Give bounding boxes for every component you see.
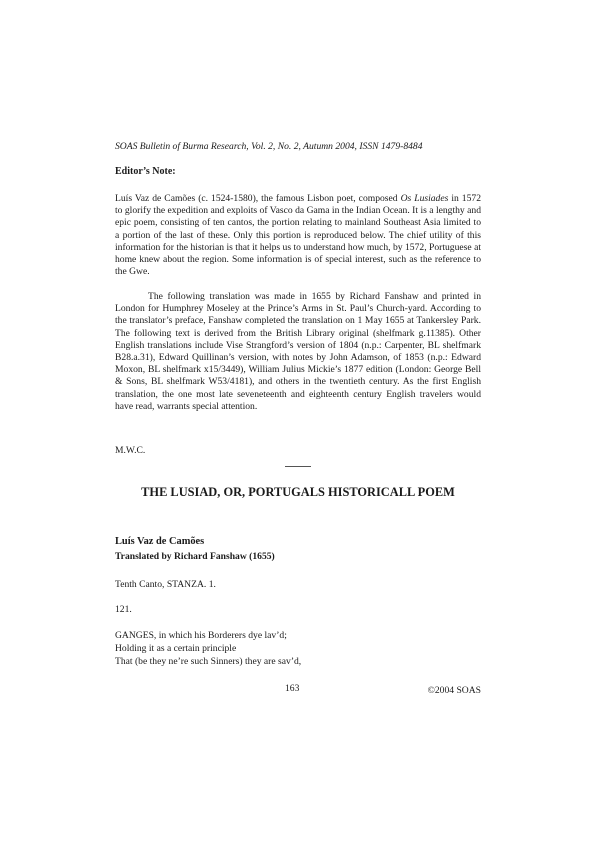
stanza-number: 121. — [115, 604, 132, 615]
journal-citation: SOAS Bulletin of Burma Research, Vol. 2, No. 2, Autumn 2004, ISSN 1479-8484 — [115, 141, 423, 152]
canto-heading: Tenth Canto, STANZA. 1. — [115, 579, 216, 590]
editors-note-heading: Editor’s Note: — [115, 166, 176, 177]
editor-initials: M.W.C. — [115, 445, 146, 456]
poem-title-italic: Os Lusiades — [400, 193, 449, 204]
poem-translator: Translated by Richard Fanshaw (1655) — [115, 551, 275, 562]
copyright-notice: ©2004 SOAS — [427, 685, 481, 696]
paragraph-1-text-end: in 1572 to glorify the expedition and exploits of Vasco da Gama in the Indian Ocean. It is a lengthy and epic poem, consisting of ten cantos, the portion relating to mainland Southeast Asia limited to a portion of the last of these. Only this portion is reproduced below. The chief utility of this information for the historian is that it helps us to understand how much, by 1572, Portuguese at home knew about the region. Some information is of special interest, such as the reference to the Gwe. — [115, 193, 481, 278]
section-divider — [285, 466, 311, 467]
editors-note-paragraph-1 — [115, 193, 481, 278]
page-number: 163 — [285, 683, 300, 694]
document-page — [115, 0, 481, 842]
paragraph-1-text-start: Luís Vaz de Camões (c. 1524-1580), the famous Lisbon poet, composed — [115, 193, 401, 204]
editors-note-paragraph-2: The following translation was made in 1655 by Richard Fanshaw and printed in London for Humphrey Moseley at the Prince’s Arms in St. Paul’s Church-yard. According to the translator’s preface, Fanshaw completed the translation on 1 May 1655 at Tankersley Park. The following text is derived from the British Library original (shelfmark g.11385). Other English translations include Vise Strangford’s version of 1804 (n.p.: Carpenter, BL shelfmark B28.a.31), Edward Quillinan’s version, with notes by John Adamson, of 1853 (n.p.: Edward Moxon, BL shelfmark x15/3449), William Julius Mickie’s 1877 edition (London: George Bell & Sons, BL shelfmark W53/4181), and others in the twentieth century. As the first English translation, the one most late seveneteenth and eighteenth century English travelers would have read, warrants special attention. — [115, 291, 481, 412]
verse-line: That (be they ne’re such Sinners) they are sav’d, — [115, 656, 302, 667]
poem-author: Luís Vaz de Camões — [115, 536, 205, 547]
verse-line: GANGES, in which his Borderers dye lav’d; — [115, 630, 287, 641]
poem-title: THE LUSIAD, OR, PORTUGALS HISTORICALL POEM — [141, 485, 455, 499]
verse-line: Holding it as a certain principle — [115, 643, 237, 654]
